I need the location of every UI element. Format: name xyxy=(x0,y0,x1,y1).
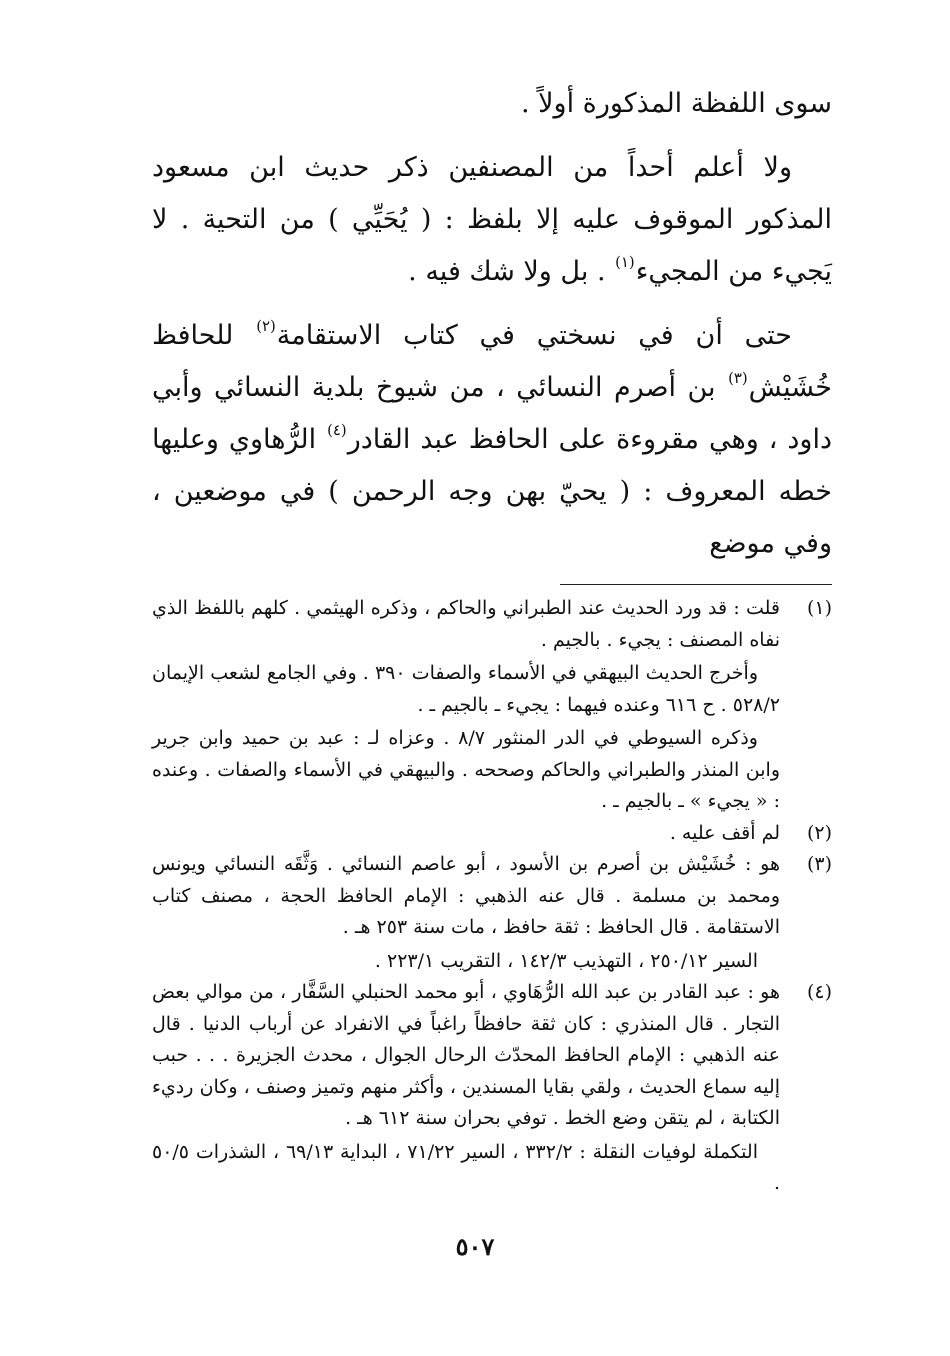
footnote-4-number: (٤) xyxy=(806,981,832,1003)
main-text xyxy=(152,78,832,570)
footnote-1-text: قلت : قد ورد الحديث عند الطبراني والحاكم ، وذكره الهيثمي . كلهم باللفظ الذي نفاه المصنف : يجيء . بالجيم . xyxy=(152,597,780,651)
footnote-1 xyxy=(152,593,832,818)
paragraph-istiqama xyxy=(152,310,832,570)
footnote-4-text: هو : عبد القادر بن عبد الله الرُّهَاوي ، أبو محمد الحنبلي السَّفَّار ، من موالي بعض التجار . قال المنذري : كان ثقة حافظاً راغباً في الانفراد عن أرباب الدنيا . قال عنه الذهبي : الإمام الحافظ المحدّث الرحال الجوال ، محدث الجزيرة . . . حبب إليه سماع الحديث ، ولقي بقايا المسندين ، وأكثر منهم وتميز وصنف ، وكان رديء الكتابة ، لم يتقن وضع الخط . توفي بحران سنة ٦١٢ هـ . xyxy=(152,981,780,1129)
footnote-4-sources: التكملة لوفيات النقلة : ٣٣٢/٢ ، السير ٧١/٢٢ ، البداية ٦٩/١٣ ، الشذرات ٥٠/٥ . xyxy=(152,1140,780,1194)
paragraph-istiqama-text-a: حتى أن في نسختي في كتاب الاستقامة xyxy=(276,320,792,351)
footnote-ref-1: (١) xyxy=(615,253,635,272)
footnote-2-number: (٢) xyxy=(806,821,832,844)
footnote-2-text: لم أقف عليه . xyxy=(669,821,780,844)
footnote-3-text: هو : خُشَيْش بن أصرم بن الأسود ، أبو عاصم النسائي . وَثَّقَه النسائي ويونس ومحمد بن مسلمة . قال عنه الذهبي : الإمام الحافظ الحجة ، مصنف كتاب الاستقامة . قال الحافظ : ثقة حافظ ، مات سنة ٢٥٣ هـ . xyxy=(152,853,780,938)
footnote-3 xyxy=(152,849,832,977)
footnote-separator xyxy=(560,584,832,585)
footnote-2 xyxy=(152,818,832,850)
footnote-3-body xyxy=(152,849,780,977)
footnote-2-body xyxy=(152,818,780,850)
footnote-ref-4: (٤) xyxy=(327,421,347,440)
paragraph-ibn-masud xyxy=(152,142,832,298)
footnote-3-sources: السير ٢٥٠/١٢ ، التهذيب ١٤٢/٣ ، التقريب ٢٢٣/١ . xyxy=(374,949,758,972)
footnote-1-bayhaqi: وأخرج الحديث البيهقي في الأسماء والصفات ٣٩٠ . وفي الجامع لشعب الإيمان ٥٢٨/٢ . ح ٦١٦ وعنده فيهما : يجيء ـ بالجيم ـ . xyxy=(152,662,780,716)
paragraph-ibn-masud-tail: . بل ولا شك فيه . xyxy=(408,256,615,287)
footnote-ref-2: (٢) xyxy=(256,317,276,336)
footnotes xyxy=(152,593,832,1200)
footnote-4 xyxy=(152,977,832,1200)
page-number: ٥٠٧ xyxy=(455,1232,495,1261)
paragraph-istiqama-text-d: الرُّهاوي وعليها خطه المعروف : ( يحيّ بهن وجه الرحمن ) في موضعين ، وفي موضع xyxy=(152,424,832,559)
footnote-3-number: (٣) xyxy=(806,853,832,875)
footnote-1-suyuti: وذكره السيوطي في الدر المنثور ٨/٧ . وعزاه لـ : عبد بن حميد وابن جرير وابن المنذر والطبراني والحاكم وصححه . والبيهقي في الأسماء والصفات . وعنده : « يجيء » ـ بالجيم ـ . xyxy=(152,727,780,812)
paragraph-istiqama-text-c: بن أصرم النسائي ، من شيوخ بلدية النسائي وأبي داود ، وهي مقروءة على الحافظ عبد القادر xyxy=(152,372,832,455)
opening-line: سوى اللفظة المذكورة أولاً . xyxy=(520,88,832,119)
footnote-ref-3: (٣) xyxy=(728,369,748,388)
footnote-1-body xyxy=(152,593,780,818)
paragraph-istiqama-text-b: للحافظ خُشَيْش xyxy=(152,320,832,403)
paragraph-ibn-masud-text: ولا أعلم أحداً من المصنفين ذكر حديث ابن مسعود المذكور الموقوف عليه إلا بلفظ : ( يُحَيِّي ) من التحية . لا يَجيء من المجيء xyxy=(152,152,832,287)
footnote-4-body xyxy=(152,977,780,1200)
footnote-1-number: (١) xyxy=(806,597,832,619)
